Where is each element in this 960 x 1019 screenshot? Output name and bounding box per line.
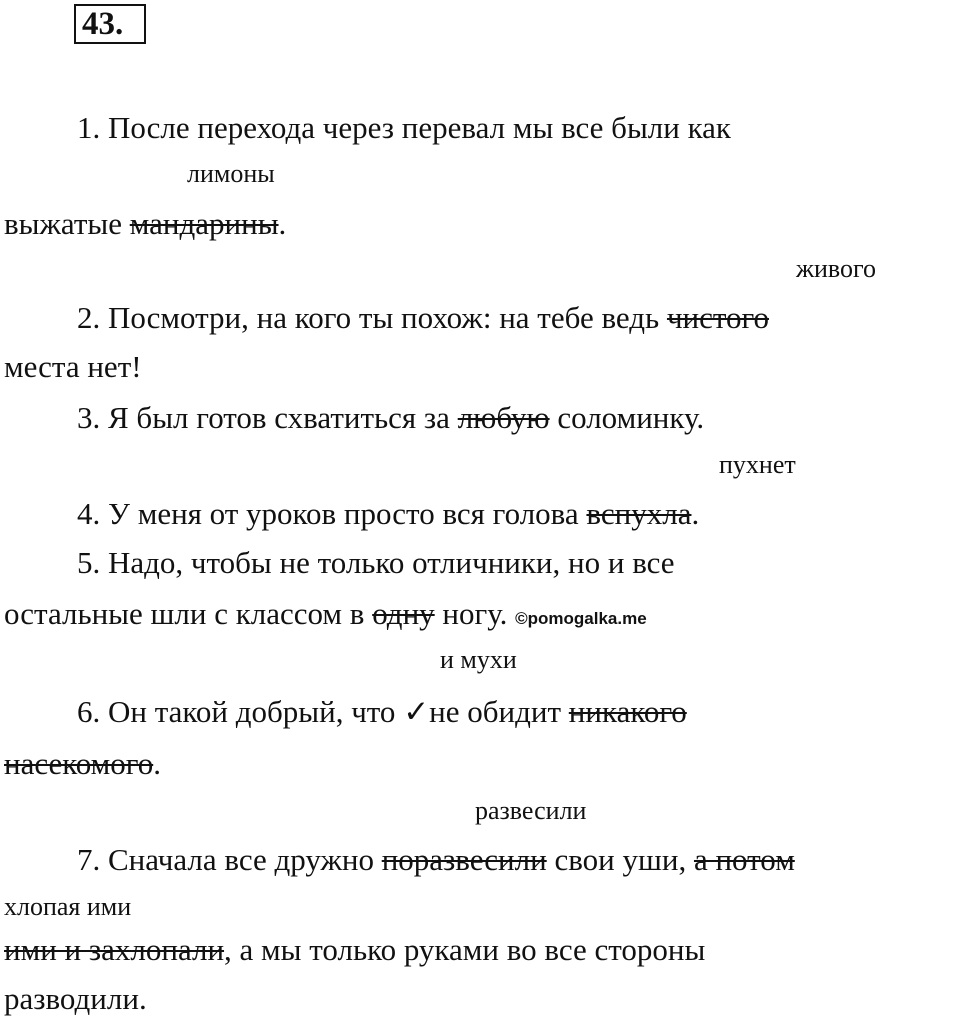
sentence-2-line-1 [77, 298, 769, 338]
watermark: ©pomogalka.me [515, 609, 647, 628]
sentence-6-text: 6. Он такой добрый, что [77, 694, 404, 729]
sentence-1-line-2 [4, 204, 286, 244]
sentence-5-struck-word: одну [372, 596, 435, 631]
sentence-1-text: выжатые [4, 206, 130, 241]
sentence-6-line-1 [77, 692, 687, 732]
sentence-7-line-2 [4, 930, 705, 970]
sentence-5-end: ногу. [434, 596, 516, 631]
insertion-check-icon: ✓ [403, 694, 430, 729]
sentence-2-struck-word: чистого [666, 300, 769, 335]
sentence-3-struck-word: любую [457, 400, 550, 435]
sentence-7-struck-phrase: а потом [693, 842, 795, 877]
sentence-2-correction: живого [796, 254, 876, 283]
sentence-1-line-1: 1. После перехода через перевал мы все были как [77, 110, 731, 145]
sentence-4 [77, 494, 699, 534]
sentence-1-period: . [278, 206, 287, 241]
task-number: 43. [82, 6, 124, 42]
sentence-6-text-mid: не обидит [429, 694, 569, 729]
sentence-7-text: 7. Сначала все дружно [77, 842, 382, 877]
sentence-7-struck-phrase-2: ими и захлопали [4, 932, 225, 967]
sentence-5-line-1: 5. Надо, чтобы не только отличники, но и все [77, 545, 675, 580]
sentence-6-line-2 [4, 744, 161, 784]
sentence-4-text: 4. У меня от уроков просто вся голова [77, 496, 587, 531]
sentence-1-struck-word: мандарины [129, 206, 279, 241]
sentence-4-correction: пухнет [719, 450, 796, 479]
task-number-box [74, 4, 146, 44]
sentence-1-correction: лимоны [187, 159, 275, 188]
sentence-2-text: 2. Посмотри, на кого ты похож: на тебе ведь [77, 300, 667, 335]
sentence-7-correction-1: развесили [475, 796, 587, 825]
sentence-6-period: . [153, 746, 161, 781]
sentence-6-struck-word-2: насекомого [4, 746, 154, 781]
sentence-7-struck-word-1: поразвесили [381, 842, 547, 877]
sentence-5-text: остальные шли с классом в [4, 596, 373, 631]
sentence-7-text-end: , а мы только руками во все стороны [224, 932, 706, 967]
sentence-7-line-1 [77, 840, 795, 880]
sentence-5-line-2 [4, 594, 647, 639]
sentence-3-text: 3. Я был готов схватиться за [77, 400, 458, 435]
sentence-7-text-mid: свои уши, [546, 842, 694, 877]
sentence-3 [77, 398, 704, 438]
sentence-4-period: . [691, 496, 700, 531]
sentence-3-end: соломинку. [549, 400, 705, 435]
sentence-7-correction-2: хлопая ими [4, 892, 132, 921]
sentence-6-struck-word-1: никакого [568, 694, 687, 729]
sentence-2-line-2: места нет! [4, 349, 142, 384]
sentence-7-line-3: разводили. [4, 981, 147, 1016]
sentence-6-correction: и мухи [440, 645, 517, 674]
sentence-4-struck-word: вспухла [586, 496, 692, 531]
